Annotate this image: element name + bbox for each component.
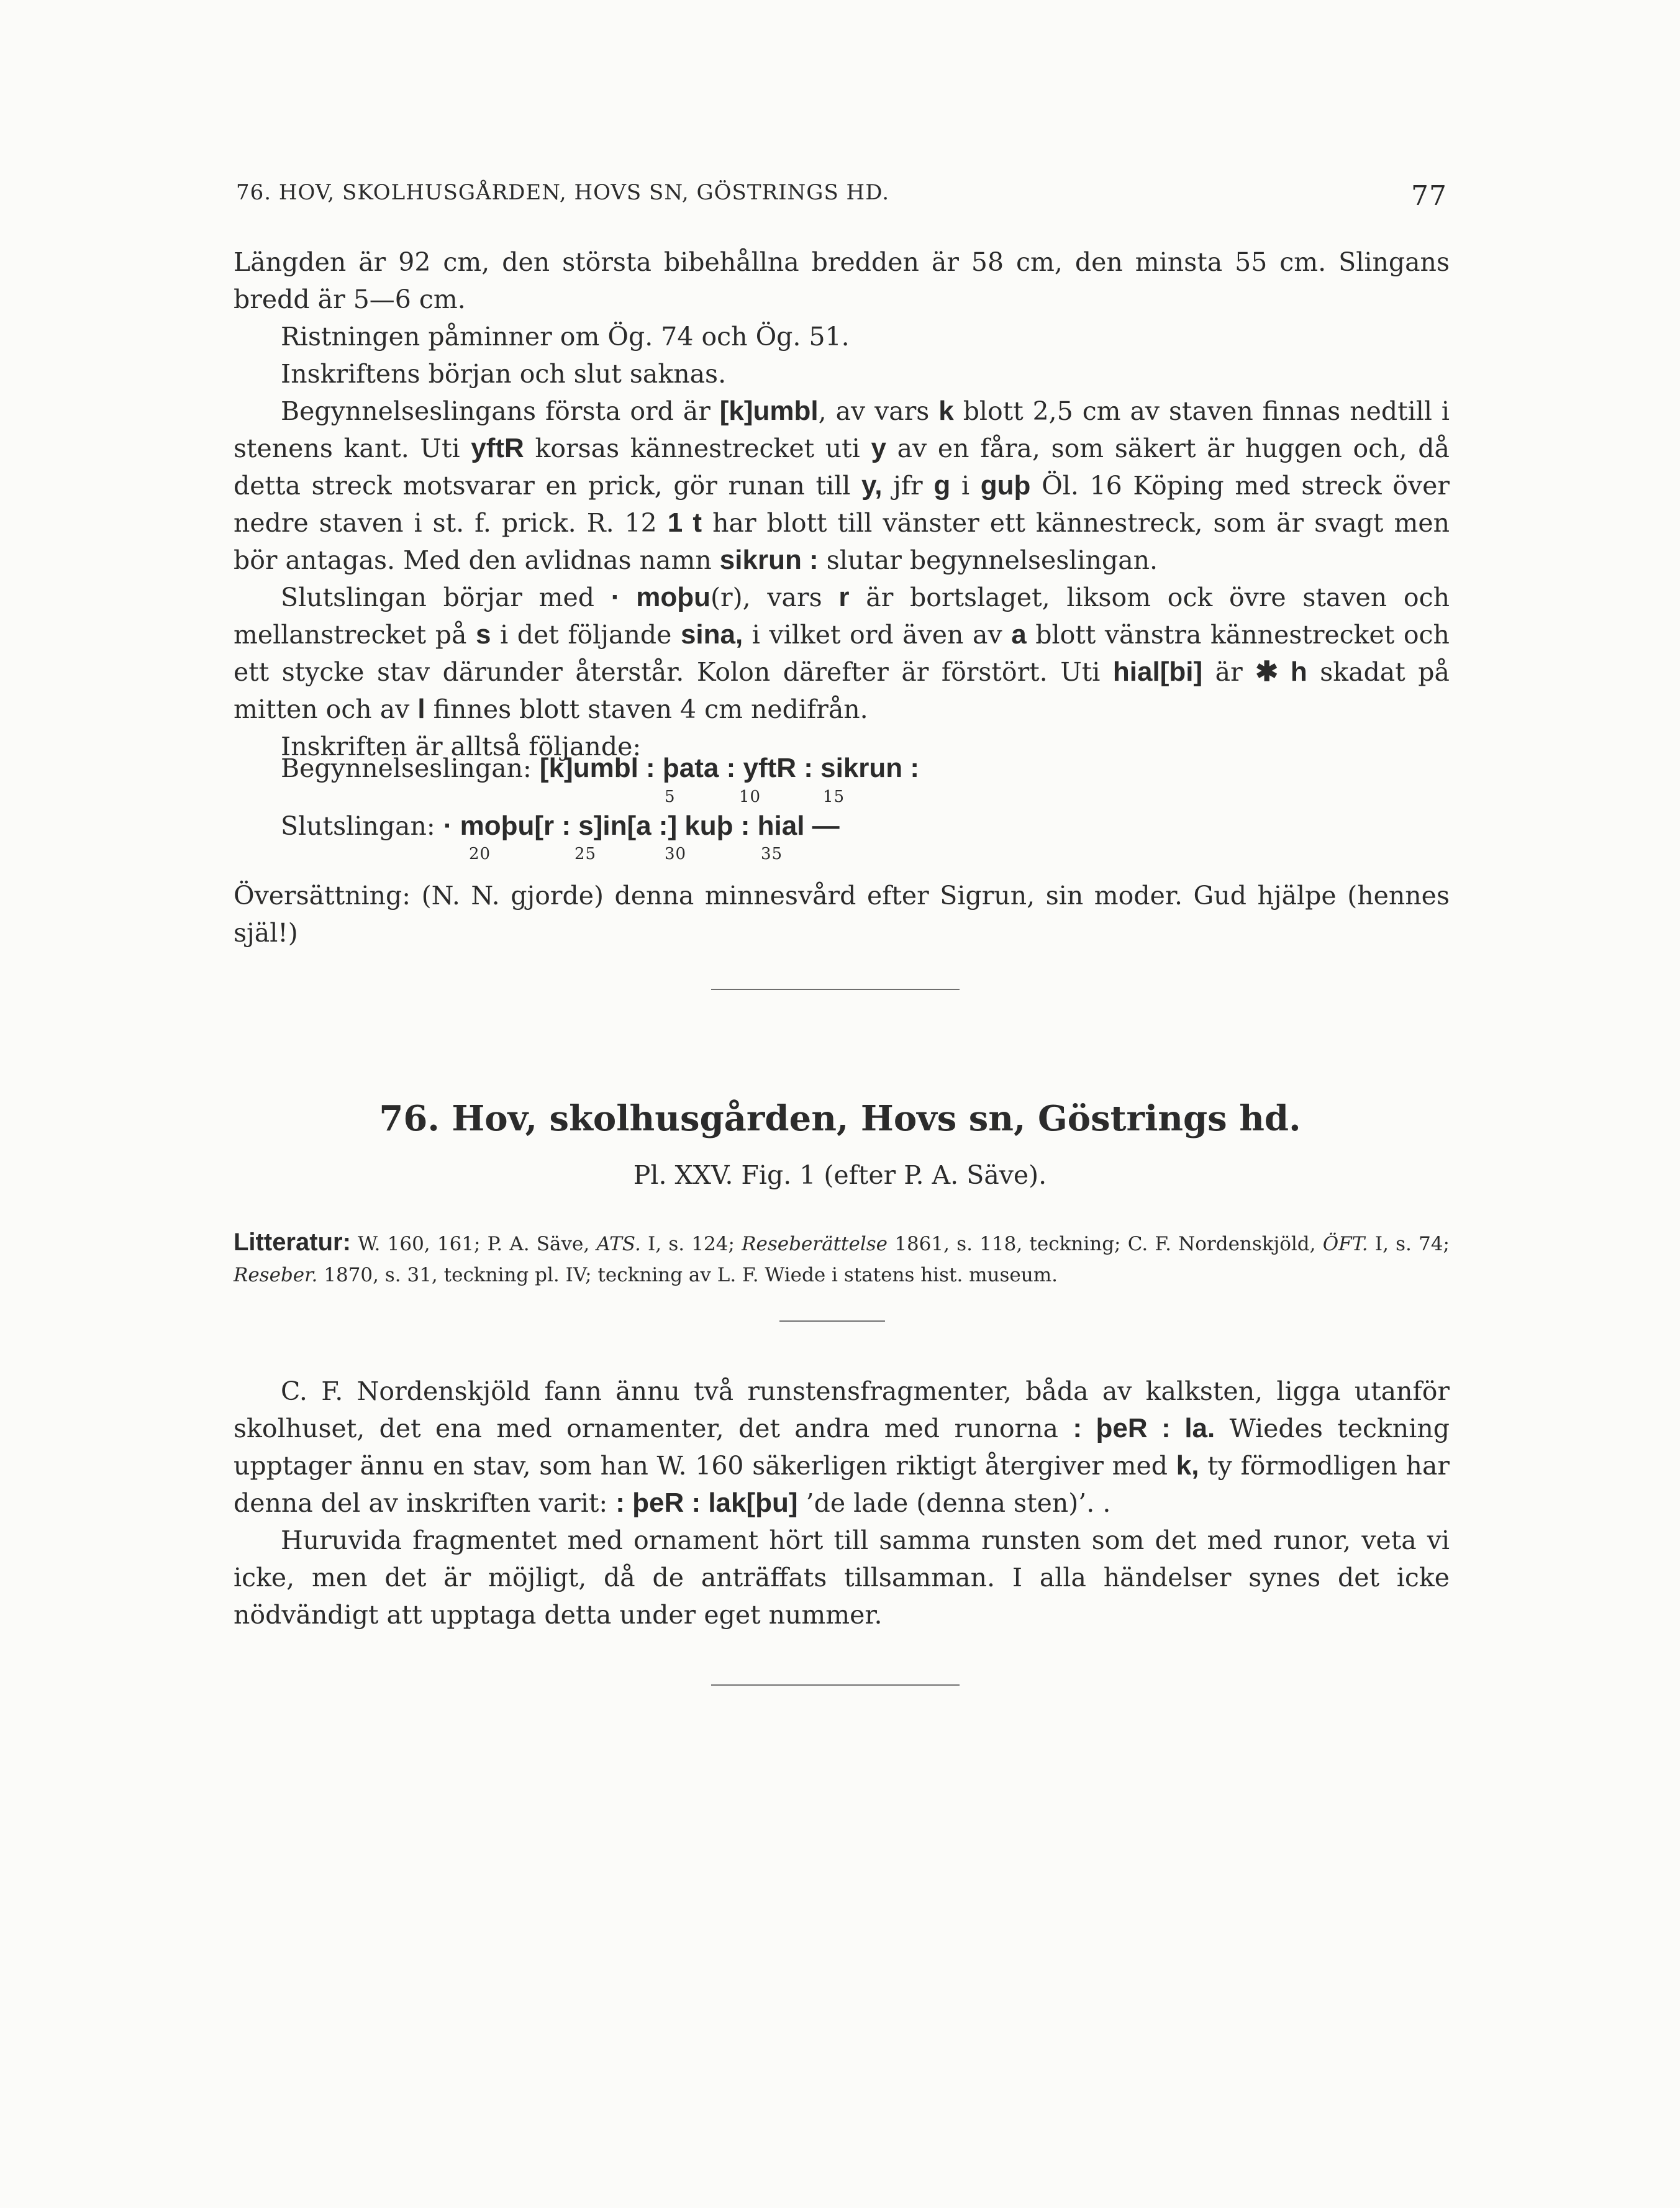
rune-text: k <box>938 396 954 426</box>
upper-text <box>234 243 1450 765</box>
translation-block <box>234 877 1450 952</box>
translation: Översättning: (N. N. gjorde) denna minnesvård efter Sigrun, sin moder. Gud hjälpe (hennes själ!) <box>234 881 1450 948</box>
line-number: 30 <box>665 845 687 863</box>
rune-text: y, <box>861 470 883 501</box>
literature-label: Litteratur: <box>234 1229 351 1256</box>
rune-text: 1 t <box>667 507 702 538</box>
rune-text: l <box>417 694 425 724</box>
rune-text: s <box>476 619 491 650</box>
rune-text: : þeR : la. <box>1073 1413 1215 1443</box>
rune-text: [k]umbl <box>719 396 819 426</box>
line-number: 10 <box>739 788 761 806</box>
divider <box>779 1320 885 1322</box>
rune-text: : þeR : lak[þu] <box>615 1488 798 1518</box>
page-number: 77 <box>1411 180 1447 212</box>
rune-text: g <box>933 470 951 501</box>
transcript-runes: · moþu[r : s]in[a :] kuþ : hial — <box>443 811 840 841</box>
line-number: 15 <box>823 788 845 806</box>
literature: Litteratur: W. 160, 161; P. A. Säve, ATS. I, s. 124; Reseberättelse 1861, s. 118, teckning; C. F. Nordenskjöld, ÖFT. I, s. 74; Reseber. 1870, s. 31, teckning pl. IV; teckning av L. F. Wiede i statens hist. museum. <box>234 1229 1450 1286</box>
paragraph-ristningen: Ristningen påminner om Ög. 74 och Ög. 51. <box>281 322 850 352</box>
paragraph-begynnelseslingan: Begynnelseslingans första ord är [k]umbl, av vars k blott 2,5 cm av staven finnas nedtill i stenens kant. Uti yftR korsas kännestrecket uti y av en fåra, som säkert är huggen och, då detta streck motsvarar en prick, gör runan till y, jfr g i guþ Öl. 16 Köping med streck över nedre staven i st. f. prick. R. 12 1 t har blott till vänster ett kännestreck, som är svagt men bör antagas. Med den avlidnas namn sikrun : slutar begynnelseslingan. <box>234 396 1450 575</box>
paragraph-huruvida: Huruvida fragmentet med ornament hört till samma runsten som det med runor, veta vi icke, men det är möjligt, då de anträffats tillsamman. I alla händelser synes det icke nödvändigt att upptaga detta under eget nummer. <box>234 1525 1450 1630</box>
rune-text: · moþu <box>611 582 711 612</box>
paragraph-inskriftens: Inskriftens början och slut saknas. <box>281 359 727 389</box>
paragraph-nordenskjold: C. F. Nordenskjöld fann ännu två runstensfragmenter, båda av kalksten, ligga utanför skolhuset, det ena med ornamenter, det andra med runorna : þeR : la. Wiedes teckning upptager ännu en stav, som han W. 160 säkerligen riktigt återgiver med k, ty förmodligen har denna del av inskriften varit: : þeR : lak[þu] ’de lade (denna sten)’. . <box>234 1376 1450 1518</box>
running-title: 76. HOV, SKOLHUSGÅRDEN, HOVS SN, GÖSTRINGS HD. <box>236 180 890 205</box>
paragraph-inskriften: Inskriften är alltså följande: <box>281 732 642 761</box>
transcript-line-1 <box>281 753 919 784</box>
rune-text: yftR <box>471 433 524 463</box>
paragraph-dimensions: Längden är 92 cm, den största bibehållna bredden är 58 cm, den minsta 55 cm. Slingans bredd är 5—6 cm. <box>234 247 1450 314</box>
rune-text: sikrun : <box>719 545 819 575</box>
paragraph-slutslingan: Slutslingan börjar med · moþu(r), vars r är bortslaget, liksom ock övre staven och mellanstrecket på s i det följande sina, i vilket ord även av a blott vänstra kännestrecket och ett stycke stav därunder återstår. Kolon därefter är förstört. Uti hial[bi] är ✱ h skadat på mitten och av l finnes blott staven 4 cm nedifrån. <box>234 582 1450 724</box>
rune-text: a <box>1011 619 1027 650</box>
rune-text: hial[bi] <box>1112 656 1203 687</box>
transcript-label: Slutslingan: <box>281 811 435 841</box>
rune-text: sina, <box>680 619 743 650</box>
section-title: 76. Hov, skolhusgården, Hovs sn, Göstrings hd. <box>379 1098 1301 1139</box>
rune-text: r <box>838 582 850 612</box>
rune-text: guþ <box>980 470 1031 501</box>
lower-text <box>234 1373 1450 1633</box>
divider <box>711 989 960 990</box>
plate-reference: Pl. XXV. Fig. 1 (efter P. A. Säve). <box>633 1160 1047 1190</box>
line-number: 20 <box>469 845 491 863</box>
rune-text: ✱ h <box>1255 656 1307 687</box>
line-number: 25 <box>574 845 597 863</box>
transcript-line-2 <box>281 811 840 842</box>
line-number: 35 <box>761 845 783 863</box>
rune-text: y <box>871 433 886 463</box>
transcript-label: Begynnelseslingan: <box>281 753 532 783</box>
transcript-runes: [k]umbl : þata : yftR : sikrun : <box>539 753 920 783</box>
rune-text: k, <box>1176 1450 1199 1481</box>
line-number: 5 <box>665 788 676 806</box>
divider <box>711 1684 960 1686</box>
